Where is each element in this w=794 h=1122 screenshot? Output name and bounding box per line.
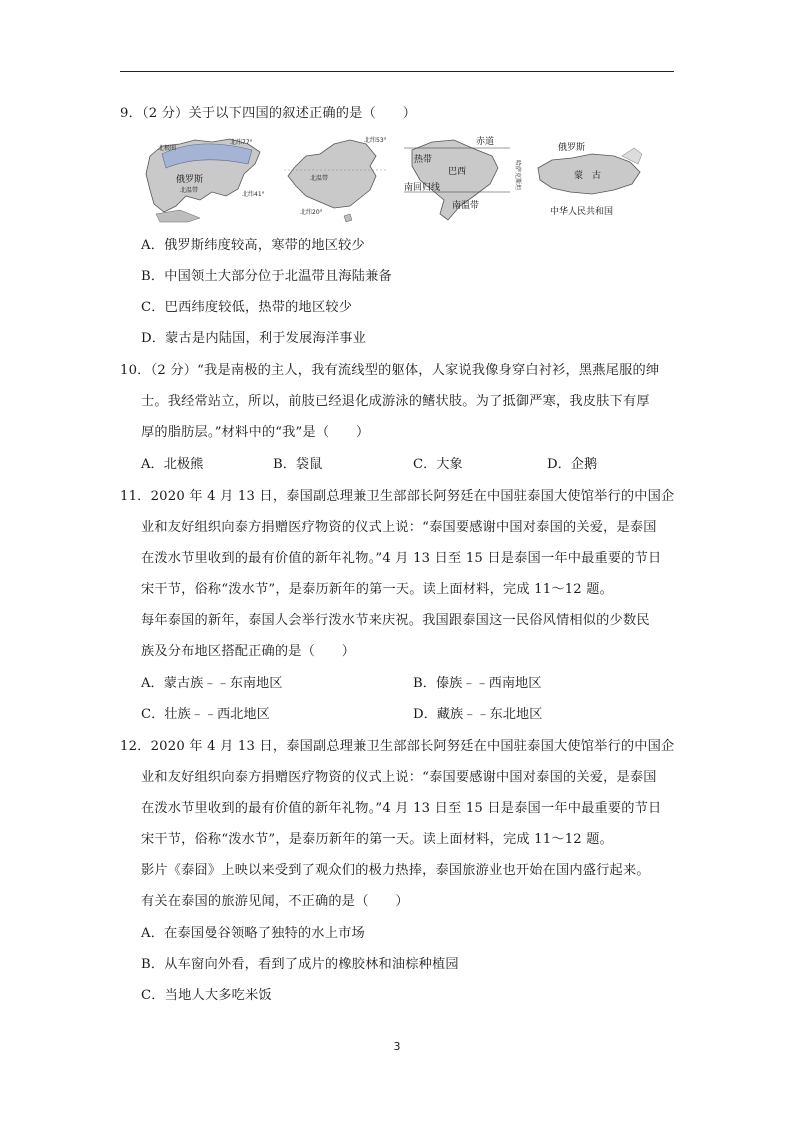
map-mongolia [514, 134, 652, 224]
q11-option-b: B．傣族﹣﹣西南地区 [413, 676, 542, 691]
map-china-label-temperate: 北温带 [310, 175, 329, 182]
map-china-label-lat53: 北纬53° [364, 137, 387, 144]
q10-line-1: 10．（2 分）“我是南极的主人，我有流线型的躯体，人家说我像身穿白衬衫，黑燕尾服的绅 [120, 363, 660, 378]
q11-option-c: C．壮族﹣﹣西北地区 [141, 707, 270, 722]
q11-line-6: 族及分布地区搭配正确的是（ ） [141, 644, 356, 659]
q12-line-6: 有关在泰国的旅游见闻，不正确的是（ ） [141, 894, 409, 909]
q10-option-b: B．袋鼠 [273, 457, 323, 472]
q11-option-d: D．藏族﹣﹣东北地区 [413, 707, 543, 722]
map-russia [140, 134, 270, 224]
map-brazil-label-capricorn: 南回归线 [404, 183, 441, 193]
q12-option-a: A．在泰国曼谷领略了独特的水上市场 [141, 926, 365, 941]
map-brazil-label-southtemperate: 南温带 [452, 201, 480, 211]
q12-option-b: B．从车窗向外看，看到了成片的橡胶林和油棕种植园 [141, 957, 459, 972]
map-russia-label-arctic: 北极圈 [158, 145, 177, 152]
map-china-label-lat20: 北纬20° [300, 209, 323, 216]
map-russia-label-lat41: 北纬41° [242, 191, 265, 198]
q11-line-3: 在泼水节里收到的最有价值的新年礼物。”4 月 13 日至 15 日是泰国一年中最重要的节日 [141, 551, 662, 566]
q9-maps [140, 134, 660, 224]
map-china [280, 134, 390, 224]
map-russia-label-lat77: 北纬77° [230, 139, 253, 146]
q10-option-a: A．北极熊 [141, 457, 204, 472]
map-mongolia-label-russia: 俄罗斯 [558, 143, 586, 153]
map-mongolia-label-country: 蒙 古 [574, 171, 602, 181]
map-russia-label-country: 俄罗斯 [176, 175, 204, 185]
map-brazil-label-equator: 赤道 [476, 137, 495, 147]
q11-line-1: 11．2020 年 4 月 13 日，泰国副总理兼卫生部部长阿努廷在中国驻泰国大使馆举行的中国企 [120, 489, 675, 504]
page-number: 3 [393, 1040, 401, 1053]
q12-option-c: C．当地人大多吃米饭 [141, 988, 272, 1003]
q11-option-a: A．蒙古族﹣﹣东南地区 [141, 676, 283, 691]
q9-option-d: D．蒙古是内陆国，利于发展海洋事业 [141, 331, 366, 346]
q10-option-c: C．大象 [413, 457, 463, 472]
q11-line-4: 宋干节，俗称“泼水节”，是泰历新年的第一天。读上面材料，完成 11～12 题。 [141, 582, 614, 597]
q12-line-2: 业和友好组织向泰方捐赠医疗物资的仪式上说：“泰国要感谢中国对泰国的关爱，是泰国 [141, 770, 657, 785]
q10-line-3: 厚的脂肪层。”材料中的“我”是（ ） [141, 425, 370, 440]
q9-option-b: B．中国领土大部分位于北温带且海陆兼备 [141, 269, 392, 284]
map-mongolia-label-kazakhstan: 哈萨克斯坦 [514, 160, 521, 191]
map-brazil [402, 134, 512, 224]
q11-line-2: 业和友好组织向泰方捐赠医疗物资的仪式上说：“泰国要感谢中国对泰国的关爱，是泰国 [141, 520, 657, 535]
q9-stem: 9．（2 分）关于以下四国的叙述正确的是（ ） [120, 106, 417, 121]
q12-line-5: 影片《泰囧》上映以来受到了观众们的极力热捧，泰国旅游业也开始在国内盛行起来。 [141, 863, 650, 878]
q9-option-c: C．巴西纬度较低，热带的地区较少 [141, 300, 353, 315]
header-rule [120, 71, 674, 72]
q12-line-1: 12．2020 年 4 月 13 日，泰国副总理兼卫生部部长阿努廷在中国驻泰国大使馆举行的中国企 [120, 739, 675, 754]
q12-line-3: 在泼水节里收到的最有价值的新年礼物。”4 月 13 日至 15 日是泰国一年中最重要的节日 [141, 801, 662, 816]
q11-line-5: 每年泰国的新年，泰国人会举行泼水节来庆祝。我国跟泰国这一民俗风情相似的少数民 [141, 613, 650, 628]
q12-line-4: 宋干节，俗称“泼水节”，是泰历新年的第一天。读上面材料，完成 11～12 题。 [141, 832, 614, 847]
map-brazil-label-country: 巴西 [448, 167, 467, 177]
q10-option-d: D．企鹅 [547, 457, 598, 472]
map-mongolia-label-china: 中华人民共和国 [550, 207, 614, 217]
map-brazil-label-tropic: 热带 [414, 155, 433, 165]
q10-line-2: 士。我经常站立，所以，前肢已经退化成游泳的鳍状肢。为了抵御严寒，我皮肤下有厚 [141, 394, 650, 409]
map-russia-label-temperate: 北温带 [180, 187, 199, 194]
q9-option-a: A．俄罗斯纬度较高，寒带的地区较少 [141, 238, 365, 253]
